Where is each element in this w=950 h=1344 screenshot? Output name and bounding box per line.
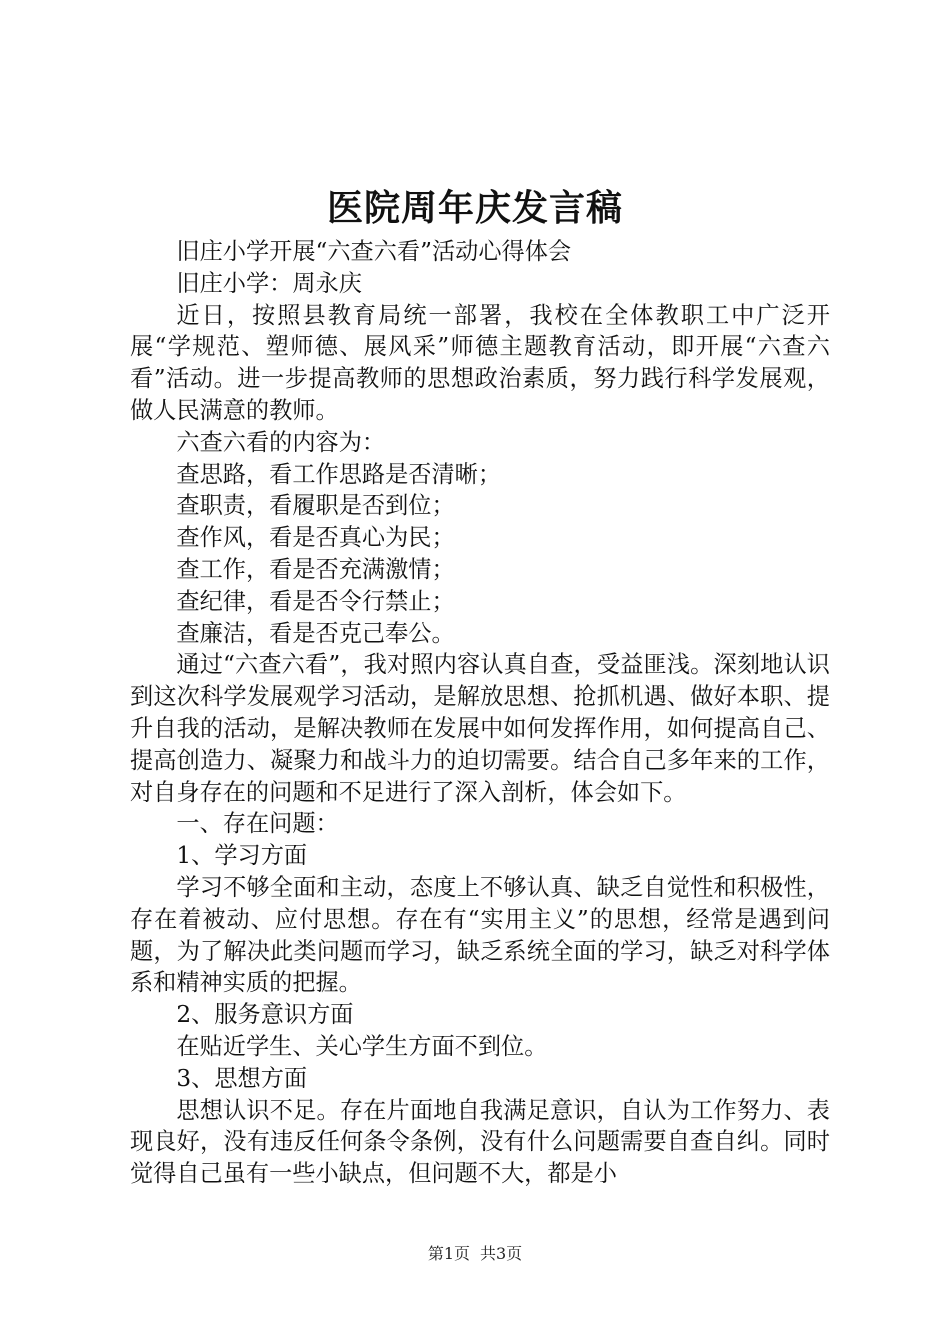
page-footer (0, 1242, 950, 1266)
document-body (130, 236, 830, 1190)
paragraph: 查作风，看是否真心为民； (176, 524, 455, 552)
paragraph: 旧庄小学：周永庆 (176, 269, 362, 297)
subsection-heading: 1、学习方面 (176, 842, 308, 870)
subsection-heading: 2、服务意识方面 (176, 1001, 354, 1029)
paragraph: 查职责，看履职是否到位； (176, 492, 455, 520)
page-number: 第1页 (427, 1244, 470, 1263)
paragraph: 六查六看的内容为： (176, 428, 386, 456)
paragraph: 学习不够全面和主动，态度上不够认真、缺乏自觉性和积极性，存在着被动、应付思想。存在有“实用主义”的思想，经常是遇到问题，为了解决此类问题而学习，缺乏系统全面的学习，缺乏对科学体系和精神实质的把握。 (130, 873, 830, 997)
paragraph: 旧庄小学开展“六查六看”活动心得体会 (176, 238, 572, 265)
paragraph: 思想认识不足。存在片面地自我满足意识，自认为工作努力、表现良好，没有违反任何条令条例，没有什么问题需要自查自纠。同时觉得自己虽有一些小缺点，但问题不大，都是小 (130, 1096, 830, 1188)
section-heading: 一、存在问题： (176, 810, 339, 838)
paragraph: 查思路，看工作思路是否清晰； (176, 460, 502, 488)
document-title: 医院周年庆发言稿 (326, 187, 623, 229)
paragraph: 查工作，看是否充满激情； (176, 555, 455, 583)
paragraph: 近日，按照县教育局统一部署，我校在全体教职工中广泛开展“学规范、塑师德、展风采”师德主题教育活动，即开展“六查六看”活动。进一步提高教师的思想政治素质，努力践行科学发展观，做人民满意的教师。 (130, 301, 830, 424)
subsection-heading: 3、思想方面 (176, 1064, 308, 1092)
paragraph: 在贴近学生、关心学生方面不到位。 (176, 1032, 548, 1060)
paragraph: 通过“六查六看”，我对照内容认真自查，受益匪浅。深刻地认识到这次科学发展观学习活动，是解放思想、抢抓机遇、做好本职、提升自我的活动，是解决教师在发展中如何发挥作用，如何提高自己、提高创造力、凝聚力和战斗力的迫切需要。结合自己多年来的工作，对自身存在的问题和不足进行了深入剖析，体会如下。 (130, 651, 830, 806)
page-total: 共3页 (480, 1244, 523, 1263)
paragraph: 查纪律，看是否令行禁止； (176, 587, 455, 615)
paragraph: 查廉洁，看是否克己奉公。 (176, 619, 455, 647)
